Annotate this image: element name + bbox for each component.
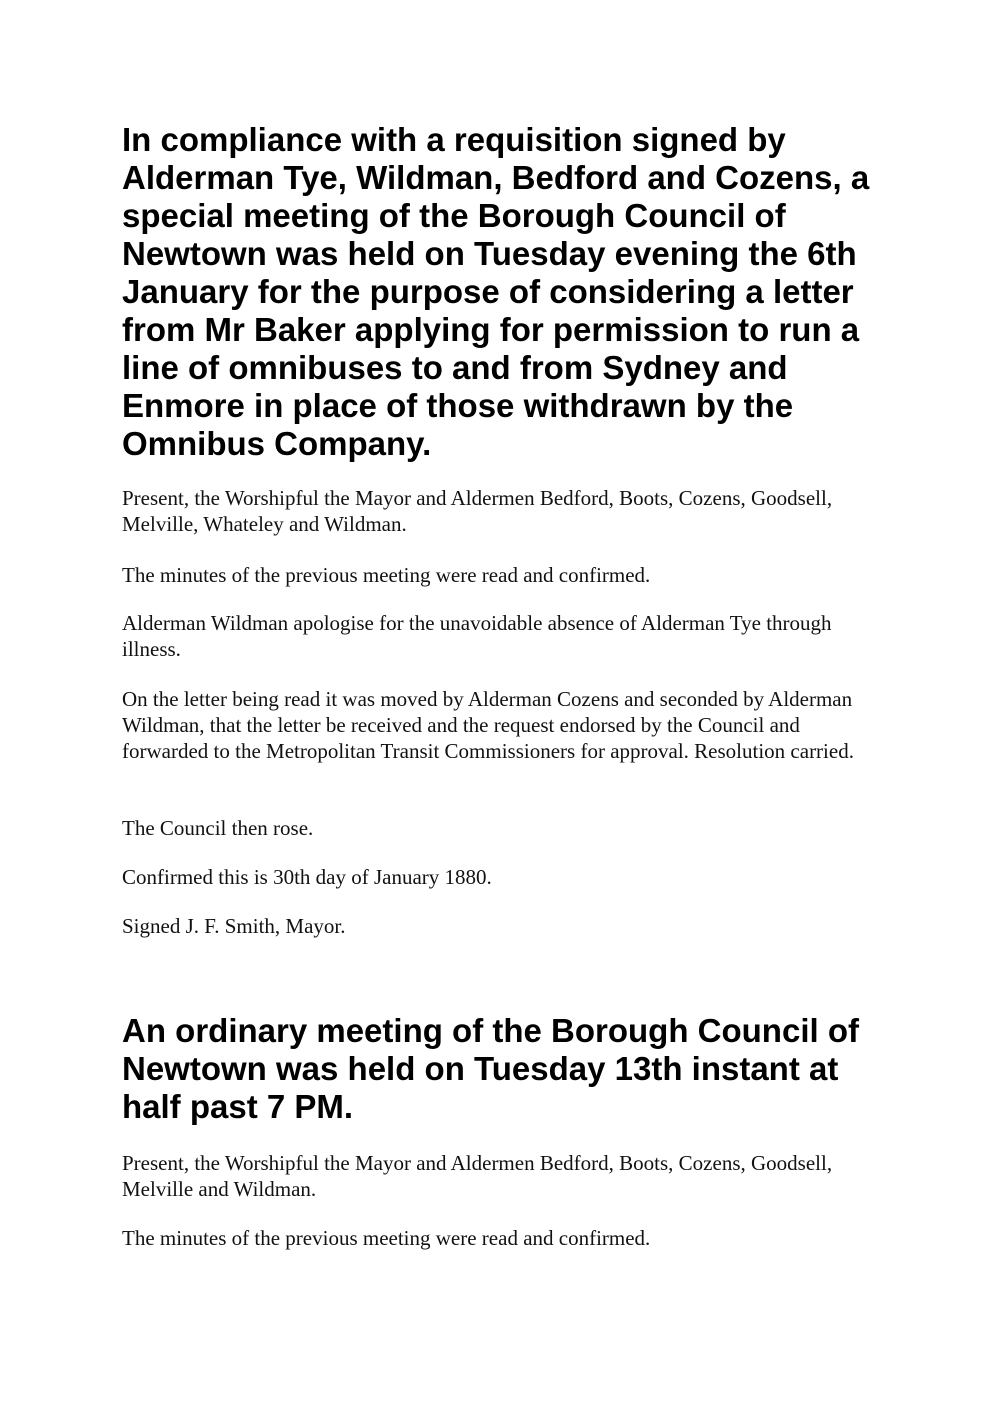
meeting-1-confirmed: Confirmed this is 30th day of January 1880. — [122, 865, 492, 889]
meeting-1-present: Present, the Worshipful the Mayor and Aldermen Bedford, Boots, Cozens, Goodsell, Melville, Whateley and Wildman. — [122, 486, 833, 536]
meeting-2-present: Present, the Worshipful the Mayor and Aldermen Bedford, Boots, Cozens, Goodsell, Melville and Wildman. — [122, 1151, 833, 1201]
meeting-1-apology: Alderman Wildman apologise for the unavoidable absence of Alderman Tye through illness. — [122, 611, 832, 661]
meeting-2-heading: An ordinary meeting of the Borough Council of Newtown was held on Tuesday 13th instant at half past 7 PM. — [122, 1012, 859, 1125]
meeting-1-letter-resolution: On the letter being read it was moved by Alderman Cozens and seconded by Alderman Wildman, that the letter be received and the request endorsed by the Council and forwarded to the Metropolitan Transit Commissioners for approval. Resolution carried. — [122, 687, 854, 763]
meeting-1-council-rose: The Council then rose. — [122, 816, 314, 840]
meeting-2-minutes: The minutes of the previous meeting were read and confirmed. — [122, 1226, 651, 1250]
meeting-1-heading: In compliance with a requisition signed by Alderman Tye, Wildman, Bedford and Cozens, a special meeting of the Borough Council of Newtown was held on Tuesday evening the 6th January for the purpose of considering a letter from Mr Baker applying for permission to run a line of omnibuses to and from Sydney and Enmore in place of those withdrawn by the Omnibus Company. — [122, 121, 870, 462]
meeting-1-signature: Signed J. F. Smith, Mayor. — [122, 914, 346, 938]
meeting-1-minutes: The minutes of the previous meeting were read and confirmed. — [122, 563, 651, 587]
